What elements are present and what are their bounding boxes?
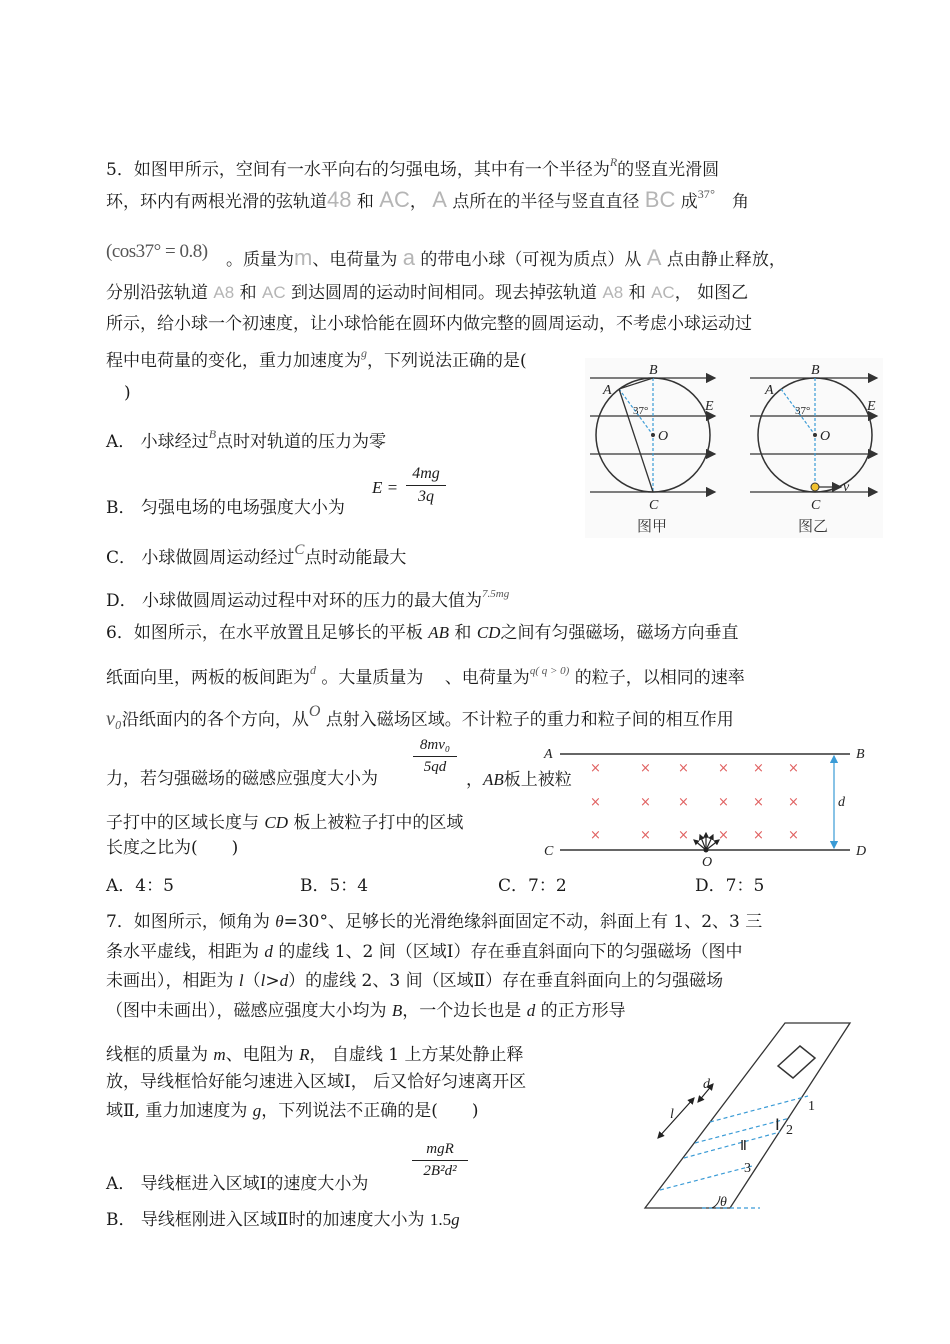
svg-text:×: ×	[678, 761, 689, 776]
svg-text:×: ×	[753, 828, 764, 843]
svg-text:×: ×	[788, 828, 799, 843]
cos-condition: (cos37° = 0.8)	[106, 241, 208, 262]
svg-text:×: ×	[788, 795, 799, 810]
q7-line-2: 条水平虚线，相距为 d 的虚线 1、2 间（区域Ⅰ）存在垂直斜面向下的匀强磁场（图中	[106, 942, 743, 962]
svg-text:×: ×	[590, 828, 601, 843]
q7-line-7: 域Ⅱ, 重力加速度为 g，下列说法不正确的是( )	[106, 1101, 479, 1121]
svg-text:E: E	[705, 399, 714, 414]
svg-text:×: ×	[590, 761, 601, 776]
symbol-r: R	[609, 155, 618, 169]
svg-text:E: E	[867, 399, 876, 414]
svg-text:图甲: 图甲	[637, 517, 668, 535]
q7-option-a: A． 导线框进入区域Ⅰ的速度大小为	[106, 1174, 369, 1194]
symbol-g: g	[361, 346, 367, 360]
svg-text:D: D	[856, 844, 867, 859]
svg-text:B: B	[649, 363, 658, 378]
q6-figure	[540, 740, 875, 870]
svg-text:3: 3	[744, 1161, 751, 1176]
diameter-bc: BC	[644, 187, 676, 212]
svg-text:A: A	[765, 383, 774, 398]
q6-line-5: 子打中的区域长度与 CD 板上被粒子打中的区域	[106, 813, 464, 833]
particle-directions	[694, 833, 719, 850]
q7-option-a-fraction: mgR 2B²d²	[412, 1142, 468, 1179]
svg-text:2: 2	[786, 1123, 793, 1138]
svg-text:C: C	[544, 844, 554, 859]
q6-line-3: v₀沿纸面内的各个方向，从O 点射入磁场区域。不计粒子的重力和粒子间的相互作用	[106, 703, 734, 730]
magnetic-field-crosses	[590, 761, 799, 843]
q6-option-c: C．7：2	[498, 876, 567, 896]
svg-text:图乙: 图乙	[798, 517, 829, 535]
svg-text:×: ×	[678, 828, 689, 843]
svg-text:A: A	[603, 383, 612, 398]
q7-figure	[640, 1018, 870, 1213]
q7-option-b: B． 导线框刚进入区域Ⅱ时的加速度大小为 1.5g	[106, 1210, 460, 1230]
svg-text:×: ×	[640, 795, 651, 810]
svg-text:×: ×	[753, 795, 764, 810]
svg-text:O: O	[702, 855, 713, 870]
point-a: A	[432, 187, 447, 212]
q6-b-fraction: 8mv₀ 5qd	[413, 738, 457, 775]
svg-text:l: l	[670, 1107, 674, 1122]
q5-figure	[585, 358, 885, 538]
q7-line-1: 7．如图所示，倾角为 θ=30°、足够长的光滑绝缘斜面固定不动，斜面上有 1、2、3 三	[106, 912, 763, 932]
q7-line-5: 线框的质量为 m、电阻为 R， 自虚线 1 上方某处静止释	[106, 1045, 524, 1065]
svg-text:×: ×	[718, 761, 729, 776]
q7-line-3: 未画出），相距为 l（l>d）的虚线 2、3 间（区域Ⅱ）存在垂直斜面向上的匀强磁场	[106, 971, 724, 991]
svg-text:×: ×	[640, 828, 651, 843]
svg-text:×: ×	[753, 761, 764, 776]
svg-text:×: ×	[718, 828, 729, 843]
svg-text:Ⅰ: Ⅰ	[775, 1117, 780, 1134]
svg-text:×: ×	[590, 795, 601, 810]
q5-option-b: B． 匀强电场的电场强度大小为	[106, 498, 345, 518]
svg-text:Ⅱ: Ⅱ	[740, 1139, 747, 1154]
q5-line-7: )	[124, 383, 131, 403]
svg-text:C: C	[811, 498, 821, 513]
svg-text:B: B	[856, 747, 865, 762]
svg-text:37°: 37°	[633, 405, 649, 417]
q6-option-d: D．7：5	[695, 876, 765, 896]
ball-icon	[811, 483, 819, 491]
q5-line-1: 5．如图甲所示，空间有一水平向右的匀强电场，其中有一个半径为$^R$的竖直光滑圆	[106, 155, 720, 180]
svg-text:C: C	[649, 498, 659, 513]
svg-text:θ: θ	[720, 1195, 727, 1210]
angle-37: 37	[697, 187, 710, 201]
svg-text:d: d	[703, 1077, 710, 1092]
svg-text:×: ×	[718, 795, 729, 810]
svg-text:×: ×	[788, 761, 799, 776]
wire-frame	[778, 1046, 815, 1078]
q6-line-1: 6．如图所示，在水平放置且足够长的平板 AB 和 CD之间有匀强磁场，磁场方向垂直	[106, 623, 739, 643]
q6-line-4b: ，AB板上被粒	[466, 770, 572, 790]
chord-ab: 48	[327, 187, 352, 212]
q7-line-6: 放，导线框恰好能匀速进入区域Ⅰ， 后又恰好匀速离开区	[106, 1072, 527, 1092]
svg-text:d: d	[838, 795, 845, 810]
q5-option-b-fraction: 4mg 3q	[406, 466, 446, 505]
q5-line-5: 所示，给小球一个初速度，让小球恰能在圆环内做完整的圆周运动，不考虑小球运动过	[106, 314, 752, 334]
svg-text:O: O	[820, 429, 831, 444]
q5-line-4: 分别沿弦轨道 A8 和 AC 到达圆周的运动时间相同。现去掉弦轨道 A8 和 AC， 如图乙	[106, 283, 749, 303]
svg-text:×: ×	[640, 761, 651, 776]
q6-option-a: A．4：5	[106, 876, 174, 896]
q5-line-3	[106, 242, 208, 261]
incline-surface	[645, 1023, 850, 1208]
svg-text:v: v	[843, 480, 850, 495]
svg-text:A: A	[544, 747, 553, 762]
q6-line-4: 力，若匀强磁场的磁感应强度大小为	[106, 769, 378, 789]
q5-line-3b: 。质量为m、电荷量为 a 的带电小球（可视为质点）从 A 点由静止释放，	[226, 245, 786, 270]
svg-text:O: O	[658, 429, 669, 444]
q5-line-6: 程中电荷量的变化，重力加速度为$^g$，下列说法正确的是(	[106, 346, 527, 371]
q6-line-2: 纸面向里，两板的板间距为$^d$ 。大量质量为 、电荷量为$^{q( q > 0)}$ 的粒子，以相同的速率	[106, 663, 745, 688]
q5-line-2: 环，环内有两根光滑的弦轨道48 和 AC， A 点所在的半径与竖直直径 BC 成$^{37^\circ}$ 角	[106, 187, 749, 212]
chord-ac: AC	[379, 187, 410, 212]
q7-line-4: （图中未画出），磁感应强度大小均为 B，一个边长也是 d 的正方形导	[106, 1001, 626, 1021]
svg-text:B: B	[811, 363, 820, 378]
point-a-2: A	[646, 245, 662, 270]
q5-option-c: C． 小球做圆周运动经过C点时动能最大	[106, 542, 407, 568]
svg-text:37°: 37°	[795, 405, 811, 417]
svg-text:×: ×	[678, 795, 689, 810]
q5-option-d: D． 小球做圆周运动过程中对环的压力的最大值为$^{7.5mg}$	[106, 588, 510, 611]
q5-option-a: A． 小球经过$^B$点时对轨道的压力为零	[106, 427, 387, 452]
svg-text:1: 1	[808, 1099, 815, 1114]
q6-option-b: B．5：4	[300, 876, 369, 896]
q6-line-6: 长度之比为( )	[106, 838, 239, 858]
charge-q: a	[402, 245, 415, 270]
mass-m: m	[294, 245, 313, 270]
